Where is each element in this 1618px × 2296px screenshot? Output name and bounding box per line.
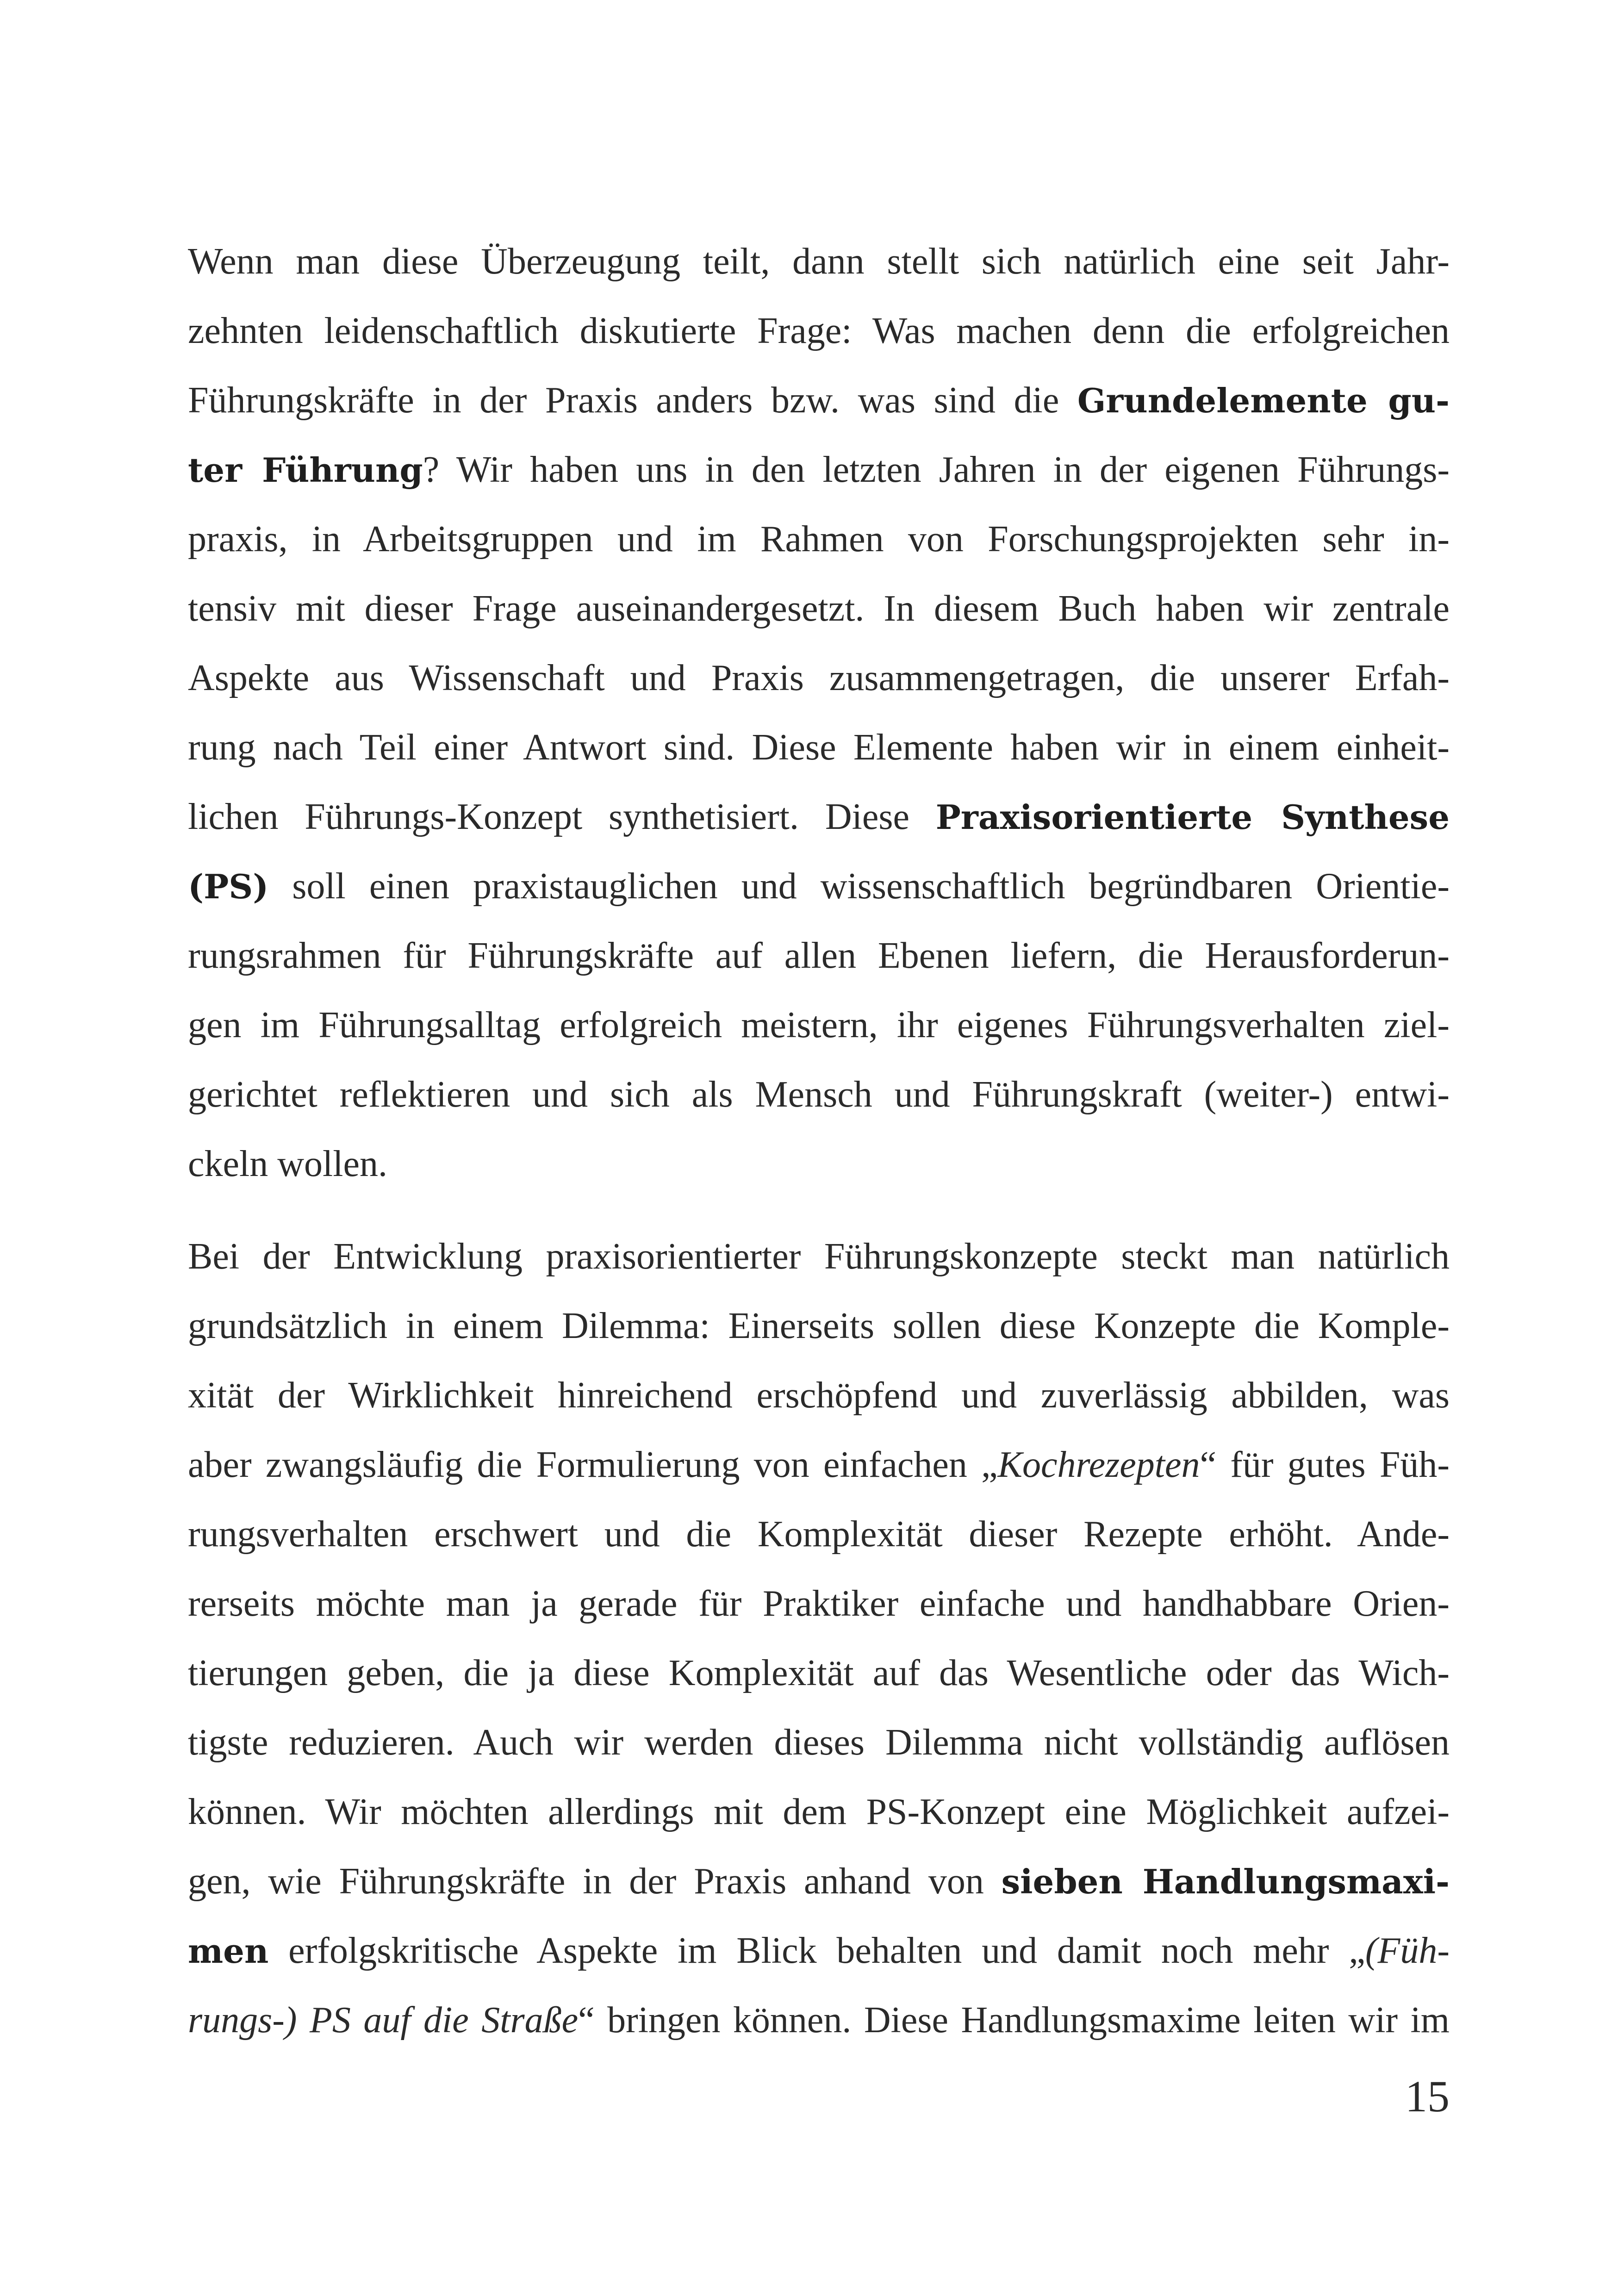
bold-term: Grundelemente gu-	[1077, 381, 1450, 420]
bold-term: Praxisorientierte Synthese	[935, 797, 1450, 837]
text-line	[188, 782, 1450, 852]
text-segment: tensiv mit dieser Frage auseinandergesetzt. In diesem Buch haben wir zentrale	[188, 588, 1450, 629]
text-line	[188, 1222, 1450, 1291]
text-line	[188, 1708, 1450, 1777]
text-segment: “ bringen können. Diese Handlungsmaxime leiten wir im	[578, 2000, 1450, 2041]
text-line	[188, 1430, 1450, 1500]
text-segment: soll einen praxistauglichen und wissenschaftlich begründbaren Orientie-	[268, 866, 1450, 907]
text-segment: Wenn man diese Überzeugung teilt, dann stellt sich natürlich eine seit Jahr-	[188, 241, 1450, 282]
text-segment: lichen Führungs-Konzept synthetisiert. Diese	[188, 796, 936, 837]
text-segment: rungsverhalten erschwert und die Komplexität dieser Rezepte erhöht. Ande-	[188, 1514, 1450, 1555]
italic-phrase: (Füh-	[1365, 1930, 1450, 1971]
italic-phrase: Kochrezepten	[997, 1444, 1200, 1485]
text-line	[188, 1361, 1450, 1430]
bold-term: ter Führung	[188, 450, 423, 490]
text-segment: Aspekte aus Wissenschaft und Praxis zusammengetragen, die unserer Erfah-	[188, 658, 1450, 698]
text-line	[188, 852, 1450, 921]
text-segment: rerseits möchte man ja gerade für Praktiker einfache und handhabbare Orien-	[188, 1583, 1450, 1624]
text-line	[188, 713, 1450, 782]
text-segment: können. Wir möchten allerdings mit dem PS-Konzept eine Möglichkeit aufzei-	[188, 1792, 1450, 1832]
text-segment: xität der Wirklichkeit hinreichend erschöpfend und zuverlässig abbilden, was	[188, 1375, 1450, 1416]
text-line	[188, 1985, 1450, 2055]
text-line	[188, 643, 1450, 713]
text-line	[188, 574, 1450, 643]
text-segment: aber zwangsläufig die Formulierung von einfachen „	[188, 1444, 998, 1485]
text-segment: ckeln wollen.	[188, 1144, 387, 1184]
text-line	[188, 1060, 1450, 1129]
text-line	[188, 504, 1450, 574]
text-segment: Bei der Entwicklung praxisorientierter Führungskonzepte steckt man natürlich	[188, 1236, 1450, 1277]
text-segment: Führungskräfte in der Praxis anders bzw. was sind die	[188, 380, 1077, 421]
text-line	[188, 921, 1450, 990]
text-segment: rungsrahmen für Führungskräfte auf allen Ebenen liefern, die Herausforderun-	[188, 935, 1450, 976]
italic-phrase: rungs-) PS auf die Straße	[188, 2000, 579, 2041]
text-segment: “ für gutes Füh-	[1200, 1444, 1450, 1485]
text-line	[188, 296, 1450, 366]
text-segment: gerichtet reflektieren und sich als Mensch und Führungskraft (weiter-) entwi-	[188, 1074, 1450, 1115]
paragraph-1	[188, 227, 1450, 1199]
text-segment: rung nach Teil einer Antwort sind. Diese Elemente haben wir in einem einheit-	[188, 727, 1450, 768]
text-line	[188, 1500, 1450, 1569]
text-segment: tigste reduzieren. Auch wir werden dieses Dilemma nicht vollständig auflösen	[188, 1722, 1450, 1763]
text-line	[188, 1638, 1450, 1708]
text-line	[188, 227, 1450, 296]
bold-term: sieben Handlungsmaxi-	[1001, 1862, 1450, 1901]
text-segment: erfolgskritische Aspekte im Blick behalten und damit noch mehr „	[268, 1930, 1365, 1971]
text-segment: zehnten leidenschaftlich diskutierte Frage: Was machen denn die erfolgreichen	[188, 311, 1450, 351]
text-line	[188, 435, 1450, 504]
text-line	[188, 1777, 1450, 1847]
text-segment: tierungen geben, die ja diese Komplexität auf das Wesentliche oder das Wich-	[188, 1653, 1450, 1693]
page-number: 15	[1405, 2072, 1450, 2121]
text-line	[188, 1129, 1450, 1199]
paragraph-2	[188, 1222, 1450, 2055]
text-line	[188, 1847, 1450, 1916]
text-segment: ? Wir haben uns in den letzten Jahren in der eigenen Führungs-	[423, 449, 1450, 490]
text-line	[188, 1916, 1450, 1985]
text-segment: gen im Führungsalltag erfolgreich meistern, ihr eigenes Führungsverhalten ziel-	[188, 1005, 1450, 1045]
text-line	[188, 1291, 1450, 1361]
text-line	[188, 990, 1450, 1060]
bold-term: (PS)	[188, 867, 269, 906]
text-line	[188, 1569, 1450, 1638]
text-segment: grundsätzlich in einem Dilemma: Einerseits sollen diese Konzepte die Komple-	[188, 1306, 1450, 1346]
text-line	[188, 366, 1450, 435]
text-segment: gen, wie Führungskräfte in der Praxis anhand von	[188, 1861, 1002, 1902]
bold-term: men	[188, 1931, 269, 1971]
text-segment: praxis, in Arbeitsgruppen und im Rahmen von Forschungsprojekten sehr in-	[188, 519, 1450, 560]
